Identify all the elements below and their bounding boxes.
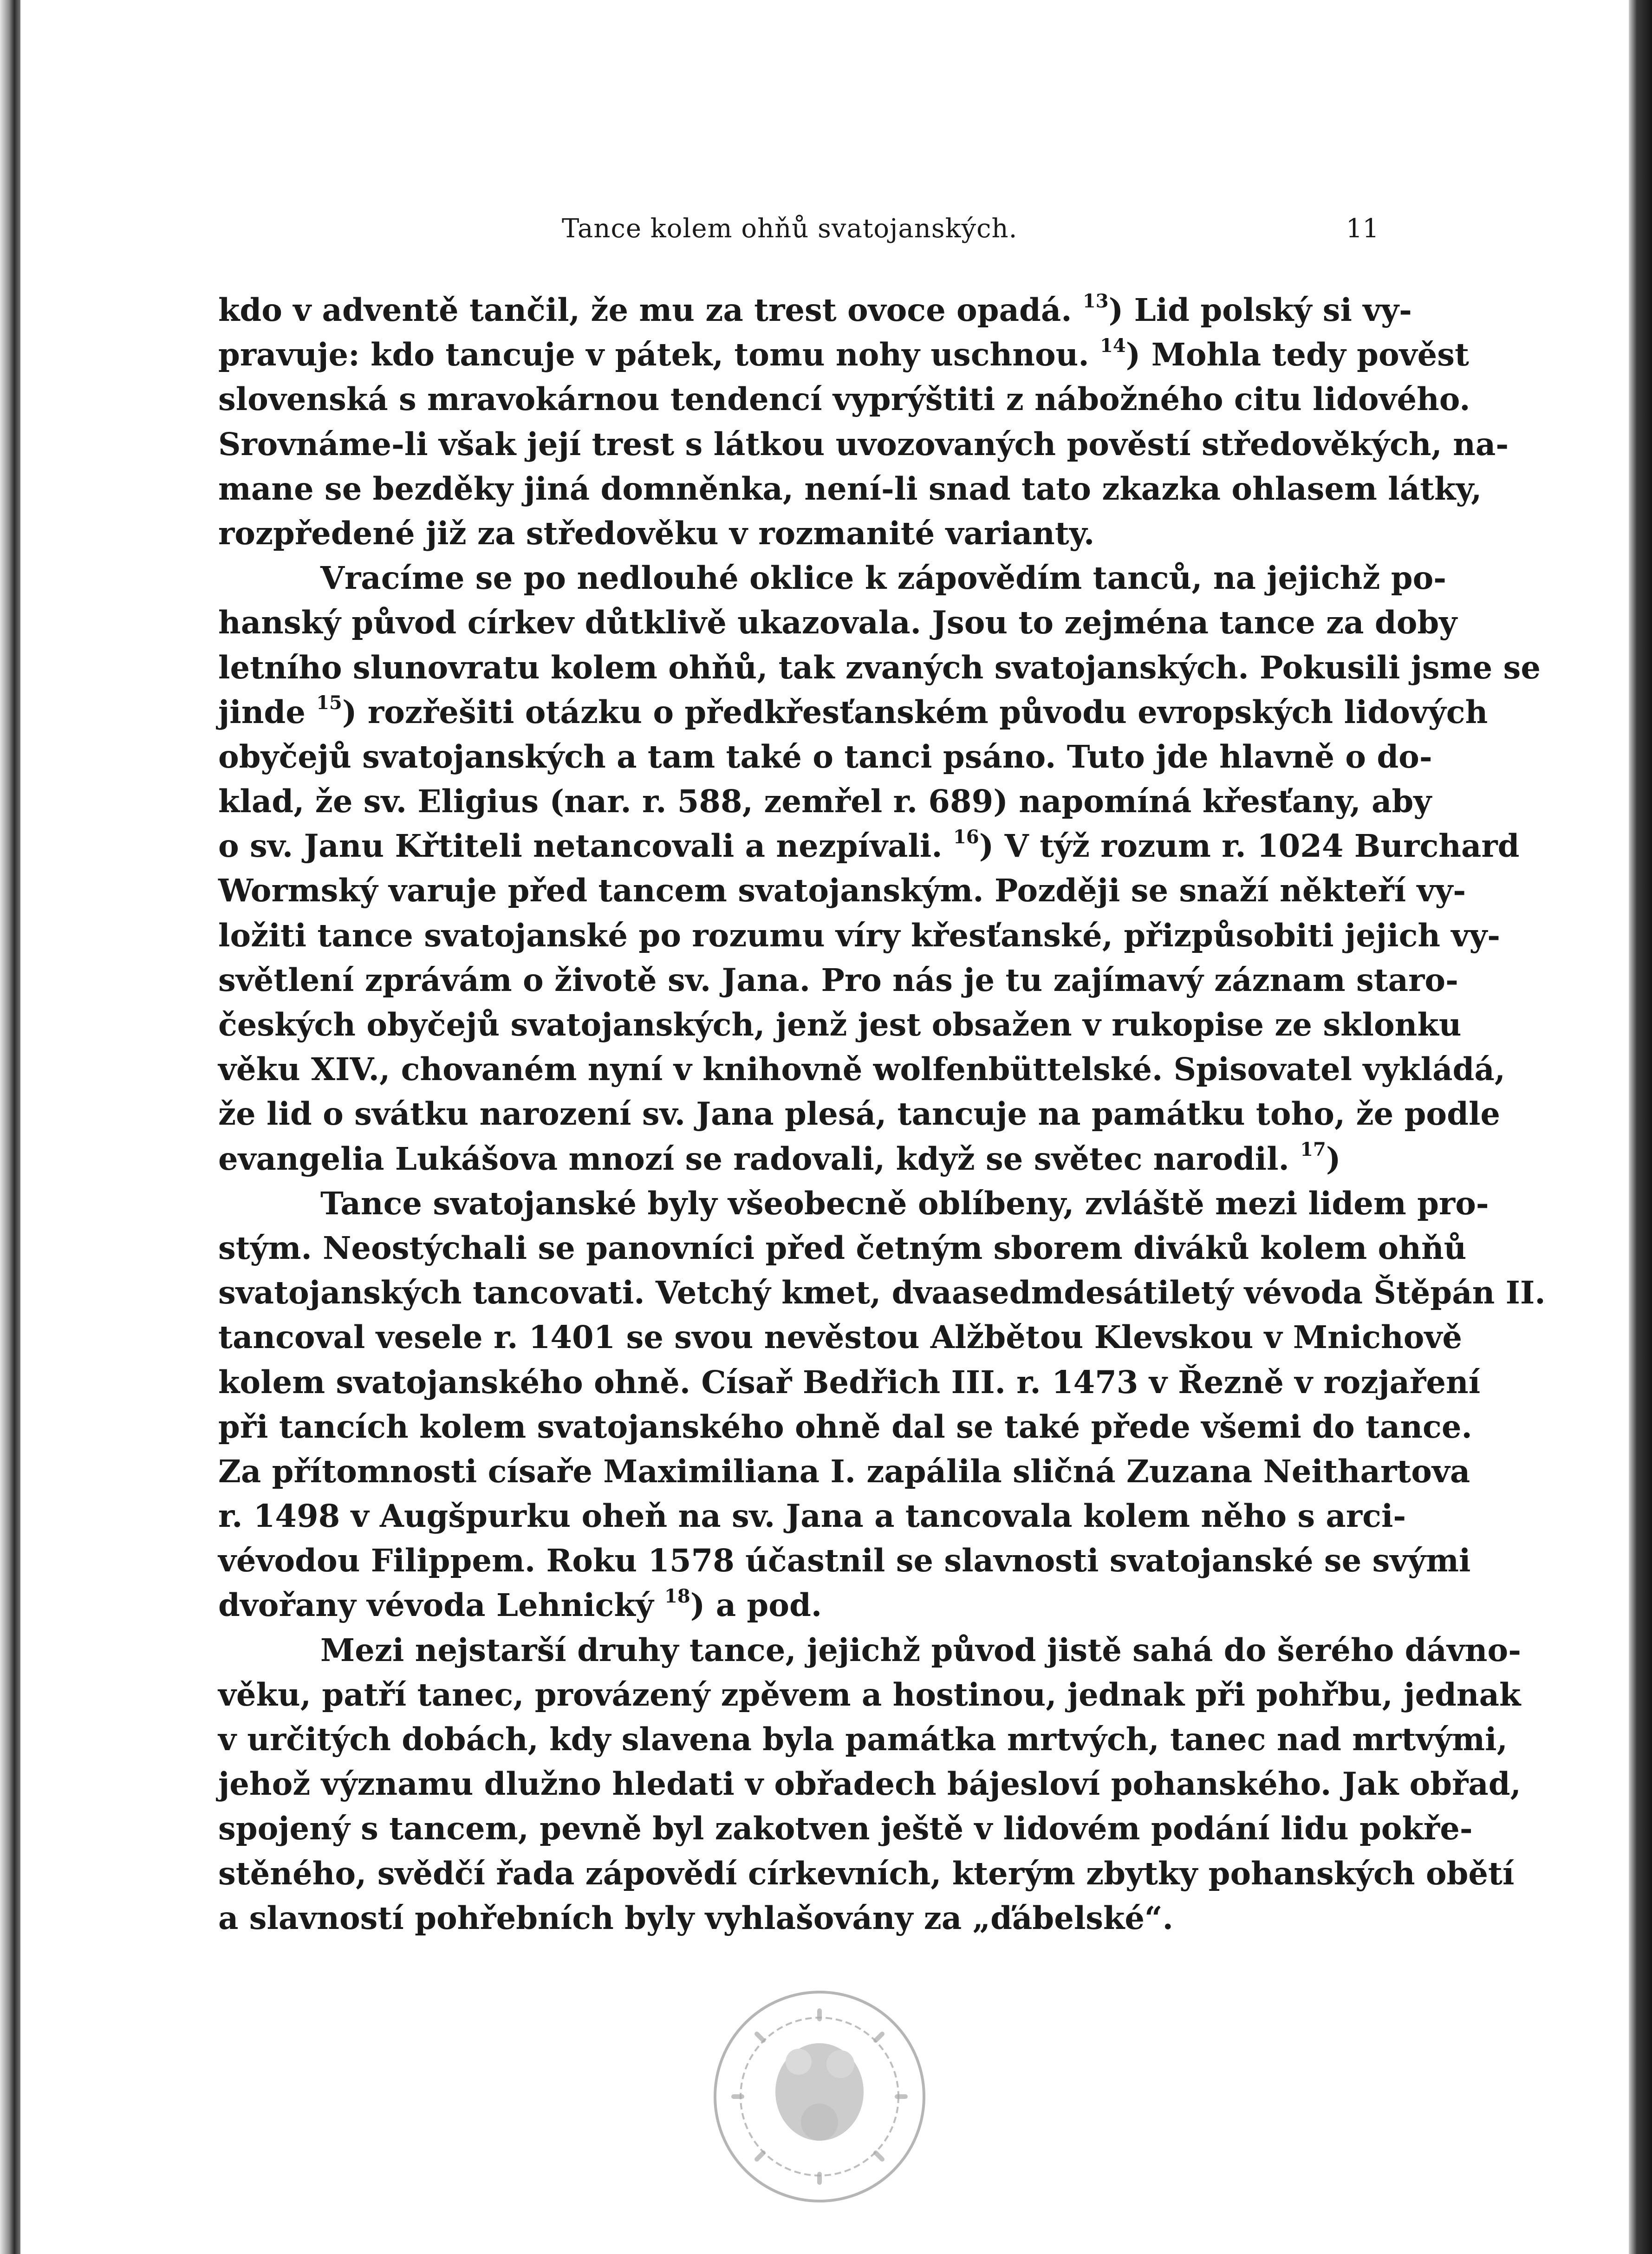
line-text: Mezi nejstarší druhy tance, jejichž původ jistě sahá do šerého dávno- [320,1631,1522,1668]
text-line [218,1047,1506,1092]
line-text: jehož významu dlužno hledati v obřadech bájesloví pohanského. Jak obřad, [218,1765,1521,1803]
line-text: pravuje: kdo tancuje v pátek, tomu nohy uschnou. [218,336,1100,373]
line-text-continuation: ) Mohla tedy pověst [1125,336,1469,373]
running-title: Tance kolem ohňů svatojanských. [562,214,1018,244]
line-text: mane se bezděky jiná domněnka, není-li snad tato zkazka ohlasem látky, [218,470,1482,507]
line-text: tancoval vesele r. 1401 se svou nevěstou Alžbětou Klevskou v Mnichově [218,1319,1463,1356]
line-text: rozpředené již za středověku v rozmanité varianty. [218,515,1095,552]
line-text: Wormský varuje před tancem svatojanským. Později se snaží někteří vy- [218,872,1466,909]
text-line [218,1405,1472,1449]
text-line [218,511,1379,556]
text-line [218,1538,1471,1583]
text-line [218,735,1432,779]
text-line [218,1449,1470,1494]
line-text: jinde [218,693,317,730]
text-line [218,1494,1406,1538]
text-line [218,1762,1521,1806]
text-line [218,1226,1467,1270]
line-text: slovenská s mravokárnou tendencí vyprýštiti z nábožného citu lidového. [218,381,1470,418]
text-line [218,377,1470,422]
text-line [218,288,1412,332]
line-text: a slavností pohřebních byly vyhlašovány za „ďábelské“. [218,1899,1173,1936]
text-line [218,1583,1379,1628]
line-text: Za přítomnosti císaře Maximiliana I. zapálila sličná Zuzana Neithartova [218,1453,1470,1490]
text-line [218,1360,1481,1405]
page-header [221,208,1379,250]
footnote-marker: 13 [1082,290,1109,312]
line-text: světlení zprávám o životě sv. Jana. Pro nás je tu zajímavý záznam staro- [218,961,1458,998]
text-line [218,1851,1515,1896]
line-text: o sv. Janu Křtiteli netancovali a nezpívali. [218,827,953,865]
line-text: českých obyčejů svatojanských, jenž jest obsažen v rukopise ze sklonku [218,1006,1462,1043]
line-text: že lid o svátku narození sv. Jana plesá, tancuje na památku toho, že podle [218,1095,1501,1133]
line-text: evangelia Lukášova mnozí se radovali, když se světec narodil. [218,1140,1301,1177]
line-text: ložiti tance svatojanské po rozumu víry křesťanské, přizpůsobiti jejich vy- [218,917,1501,954]
line-text-continuation: ) V týž rozum r. 1024 Burchard [979,827,1520,865]
line-text: spojený s tancem, pevně byl zakotven ještě v lidovém podání lidu pokře- [218,1810,1473,1847]
line-text: v určitých dobách, kdy slavena byla památka mrtvých, tanec nad mrtvými, [218,1721,1508,1758]
line-text: stým. Neostýchali se panovníci před četným sborem diváků kolem ohňů [218,1229,1467,1266]
line-text: letního slunovratu kolem ohňů, tak zvaných svatojanských. Pokusili jsme se [218,649,1541,686]
footnote-marker: 15 [316,692,342,714]
text-line [218,645,1541,690]
text-line [218,556,1447,600]
text-line [218,1092,1501,1136]
text-line [218,1003,1462,1047]
line-text: hanský původ církev důtklivě ukazovala. Jsou to zejména tance za doby [218,604,1457,641]
text-line [218,467,1482,511]
body-text [218,288,1546,1941]
text-line [218,958,1458,1003]
line-text: stěného, svědčí řada zápovědí církevních, kterým zbytky pohanských obětí [218,1855,1515,1892]
text-line [218,1315,1463,1360]
line-text: Tance svatojanské byly všeobecně oblíbeny, zvláště mezi lidem pro- [320,1185,1489,1222]
line-text-continuation: ) [1326,1140,1341,1177]
text-line [218,913,1501,958]
line-text: při tancích kolem svatojanského ohně dal se také přede všemi do tance. [218,1408,1472,1445]
line-text: r. 1498 v Augšpurku oheň na sv. Jana a tancovala kolem něho s arci- [218,1498,1406,1535]
line-text: kolem svatojanského ohně. Císař Bedřich III. r. 1473 v Řezně v rozjaření [218,1363,1481,1401]
scan-edge-left [0,0,20,2254]
footnote-marker: 14 [1100,334,1126,357]
line-text-continuation: ) Lid polský si vy- [1108,292,1412,328]
text-line [218,1181,1489,1226]
line-text: klad, že sv. Eligius (nar. r. 588, zemřel r. 689) napomíná křesťany, aby [218,783,1432,820]
footnote-marker: 18 [664,1585,690,1608]
text-line [218,868,1466,913]
line-text: svatojanských tancovati. Vetchý kmet, dvaasedmdesátiletý vévoda Štěpán II. [218,1274,1546,1311]
text-line [218,332,1469,377]
text-line [218,1673,1521,1717]
text-line [218,779,1432,824]
text-line [218,690,1488,735]
line-text: obyčejů svatojanských a tam také o tanci psáno. Tuto jde hlavně o do- [218,738,1432,775]
text-line [218,1896,1379,1941]
line-text: Vracíme se po nedlouhé oklice k zápovědím tanců, na jejichž po- [320,560,1447,597]
text-line [218,422,1509,467]
text-line [218,1137,1379,1181]
page-number: 11 [1346,214,1379,244]
line-text: vévodou Filippem. Roku 1578 účastnil se slavnosti svatojanské se svými [218,1542,1471,1579]
footnote-marker: 16 [953,826,979,848]
text-line [218,600,1457,645]
text-line [218,1270,1546,1315]
line-text: dvořany vévoda Lehnický [218,1587,664,1624]
text-line [218,1806,1473,1851]
text-line [218,1717,1508,1762]
library-seal-icon [706,1983,933,2210]
line-text: věku, patří tanec, provázený zpěvem a hostinou, jednak při pohřbu, jednak [218,1676,1521,1713]
text-line [218,824,1520,868]
line-text: kdo v adventě tančil, že mu za trest ovoce opadá. [218,292,1083,328]
line-text-continuation: ) a pod. [690,1587,822,1624]
footnote-marker: 17 [1300,1139,1326,1161]
text-line [218,1628,1522,1673]
line-text: věku XIV., chovaném nyní v knihovně wolfenbüttelské. Spisovatel vykládá, [218,1051,1506,1088]
line-text-continuation: ) rozřešiti otázku o předkřesťanském původu evropských lidových [342,693,1488,730]
scan-edge-right [1629,0,1652,2254]
line-text: Srovnáme-li však její trest s látkou uvozovaných pověstí středověkých, na- [218,425,1509,463]
